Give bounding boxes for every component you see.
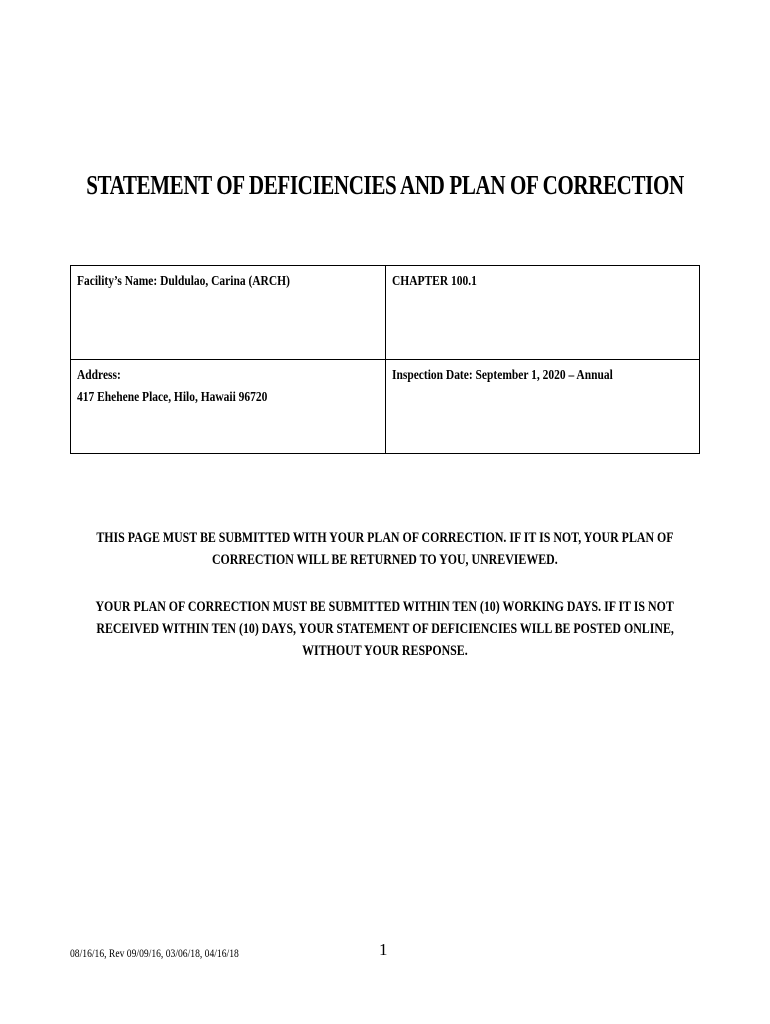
table-row: [71, 266, 700, 360]
revision-dates: 08/16/16, Rev 09/09/16, 03/06/18, 04/16/18: [70, 946, 239, 960]
address-cell: [71, 360, 386, 454]
notice-line: YOUR PLAN OF CORRECTION MUST BE SUBMITTED WITHIN TEN (10) WORKING DAYS. IF IT IS NOT: [95, 599, 675, 615]
facility-name-cell: [71, 266, 386, 360]
address-label: Address:: [77, 368, 121, 383]
chapter-cell: [385, 266, 700, 360]
chapter-label: CHAPTER 100.1: [391, 274, 477, 289]
notice-line: CORRECTION WILL BE RETURNED TO YOU, UNREVIEWED.: [212, 552, 558, 568]
table-row: [71, 360, 700, 454]
notice-line: WITHOUT YOUR RESPONSE.: [302, 643, 468, 659]
page-number: 1: [379, 940, 388, 959]
address-value: 417 Ehehene Place, Hilo, Hawaii 96720: [77, 390, 268, 405]
document-title: STATEMENT OF DEFICIENCIES AND PLAN OF CORRECTION: [86, 170, 684, 200]
inspection-date-cell: [385, 360, 700, 454]
notice-line: THIS PAGE MUST BE SUBMITTED WITH YOUR PLAN OF CORRECTION. IF IT IS NOT, YOUR PLAN OF: [96, 530, 674, 546]
inspection-date: Inspection Date: September 1, 2020 – Annual: [391, 368, 613, 383]
facility-name: Facility’s Name: Duldulao, Carina (ARCH): [77, 274, 290, 289]
notice-line: RECEIVED WITHIN TEN (10) DAYS, YOUR STATEMENT OF DEFICIENCIES WILL BE POSTED ONLINE,: [96, 621, 674, 637]
submission-notice: [0, 527, 770, 571]
facility-info-table: [70, 265, 700, 454]
deadline-notice: [0, 596, 770, 662]
